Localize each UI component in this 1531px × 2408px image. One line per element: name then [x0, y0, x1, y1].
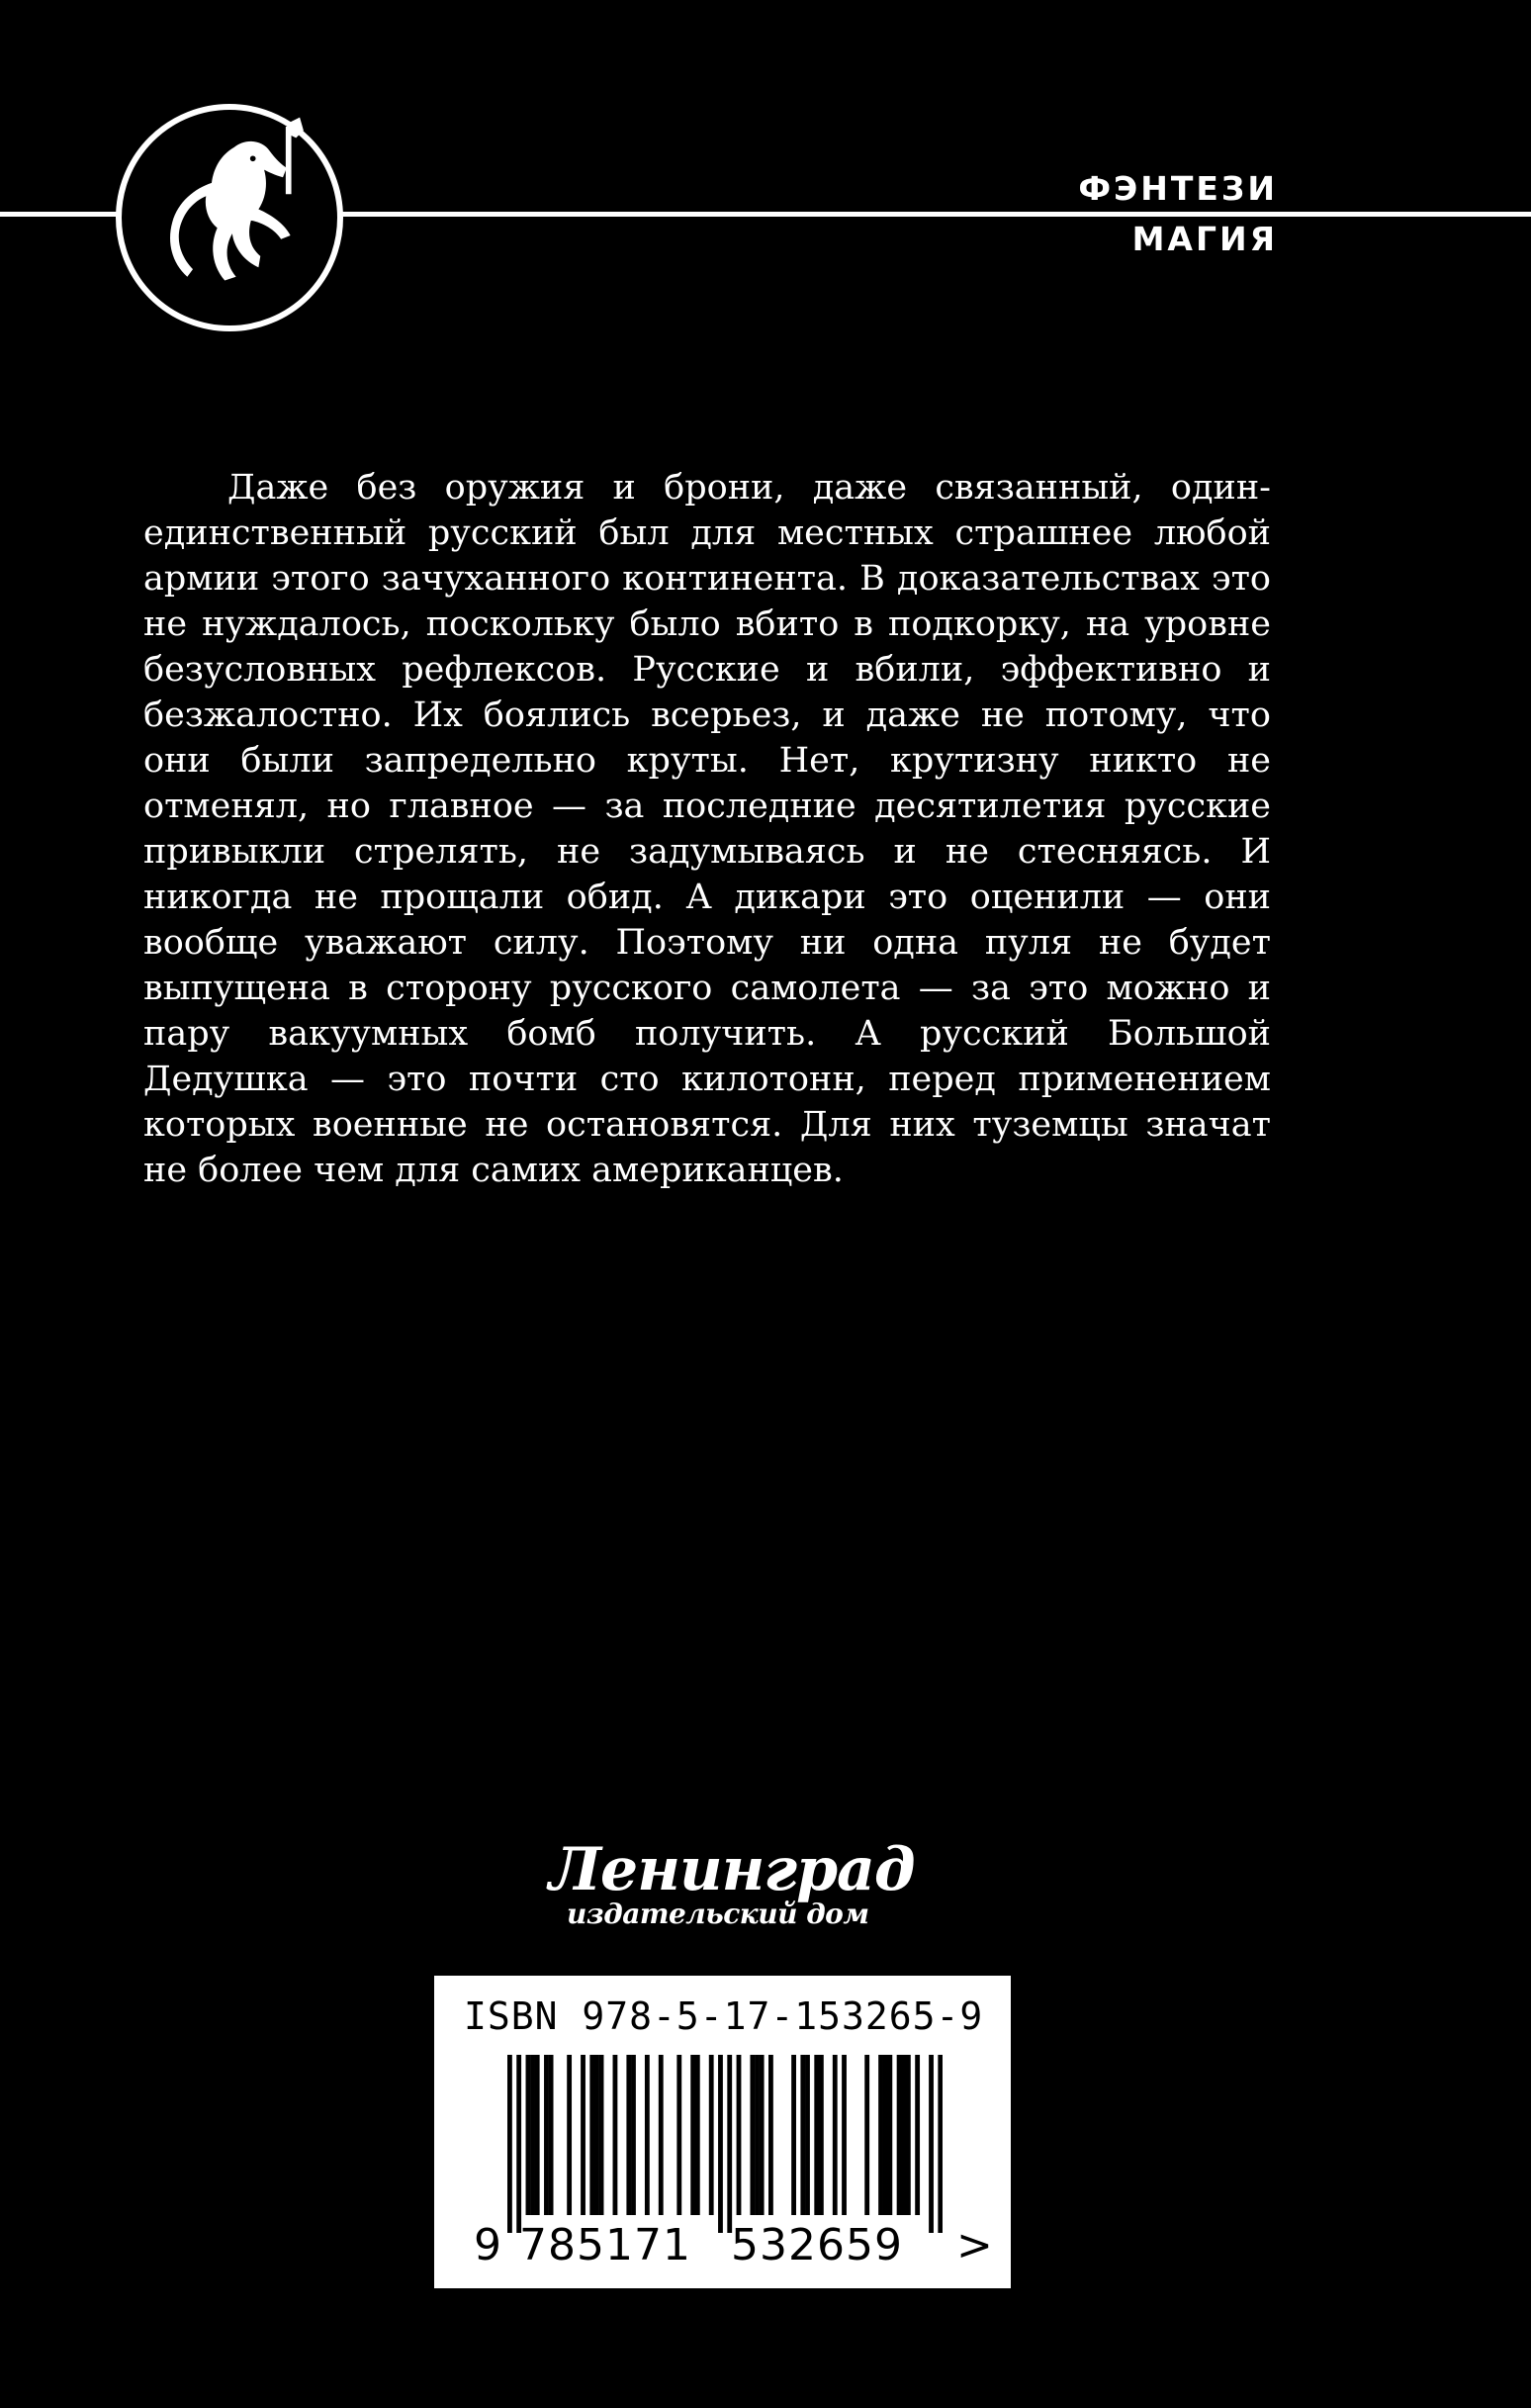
barcode-bar	[567, 2055, 572, 2215]
barcode-bar	[750, 2055, 755, 2215]
barcode-bar	[901, 2055, 906, 2215]
barcode-guard-bar	[938, 2055, 943, 2233]
barcode-digit-first: 9	[474, 2220, 501, 2270]
barcode-bar	[864, 2055, 869, 2215]
annotation-text	[143, 465, 1271, 1193]
barcode-bar	[906, 2055, 911, 2215]
barcode-bar	[737, 2055, 742, 2215]
barcode-guard-bar	[727, 2055, 732, 2233]
barcode-bars	[507, 2055, 943, 2233]
barcode-bar	[791, 2055, 796, 2215]
barcode-bar	[535, 2055, 540, 2215]
publisher-subtitle: издательский дом	[567, 1898, 869, 1930]
barcode-bar	[709, 2055, 714, 2215]
barcode-bar	[805, 2055, 810, 2215]
barcode-digits-right: 532659	[731, 2220, 903, 2270]
barcode-digits	[434, 2221, 1011, 2270]
barcode-bar	[887, 2055, 892, 2215]
barcode-guard-bar	[929, 2055, 934, 2233]
barcode-bar	[833, 2055, 838, 2215]
barcode-bar	[645, 2055, 650, 2215]
barcode-bar	[755, 2055, 760, 2215]
barcode-bar	[760, 2055, 765, 2215]
barcode-bar	[549, 2055, 554, 2215]
barcode-guard-bar	[507, 2055, 512, 2233]
publisher-name: Ленинград	[549, 1835, 915, 1904]
genre-label-fantasy: ФЭНТЕЗИ	[1078, 169, 1278, 208]
barcode-bar	[659, 2055, 664, 2215]
barcode-bar	[626, 2055, 631, 2215]
barcode-bar	[676, 2055, 681, 2215]
barcode-bar	[883, 2055, 888, 2215]
genre-label-magic: МАГИЯ	[1131, 220, 1278, 258]
barcode-bar	[819, 2055, 824, 2215]
barcode-guard-bar	[718, 2055, 723, 2233]
barcode-bar	[613, 2055, 618, 2215]
barcode-bar	[897, 2055, 902, 2215]
isbn-label: ISBN 978-5-17-153265-9	[464, 1994, 984, 2038]
barcode-bar	[814, 2055, 819, 2215]
barcode-bar	[526, 2055, 531, 2215]
barcode-bar	[589, 2055, 594, 2215]
barcode-bar	[800, 2055, 805, 2215]
barcode-quiet-zone-mark: >	[956, 2220, 993, 2270]
barcode-bar	[544, 2055, 549, 2215]
barcode-bar	[768, 2055, 773, 2215]
barcode-digits-left: 785171	[519, 2220, 691, 2270]
barcode-bar	[842, 2055, 847, 2215]
barcode-guard-bar	[516, 2055, 521, 2233]
barcode-bar	[878, 2055, 883, 2215]
barcode-bar	[915, 2055, 920, 2215]
annotation-paragraph: Даже без оружия и брони, даже связанный, один-единственный русский был для местных страшнее любой армии этого зачуханного континента. В доказательствах это не нуждалось, поскольку было вбито в подкорку, на уровне безусловных рефлексов. Русские и вбили, эффективно и безжалостно. Их боялись всерьез, и даже не потому, что они были запредельно круты. Нет, крутизну никто не отменял, но главное — за последние десятилетия русские привыкли стрелять, не задумываясь и не стесняясь. И никогда не прощали обид. А дикари это оценили — они вообще уважают силу. Поэтому ни одна пуля не будет выпущена в сторону русского самолета — за это можно и пару вакуумных бомб получить. А русский Большой Дедушка — это почти сто килотонн, перед применением которых военные не остановятся. Для них туземцы значат не более чем для самих американцев.	[143, 468, 1271, 1190]
barcode-bar	[599, 2055, 604, 2215]
barcode-bar	[631, 2055, 636, 2215]
lion-with-axe-icon	[116, 104, 343, 331]
barcode-bar	[530, 2055, 535, 2215]
barcode-bar	[690, 2055, 695, 2215]
isbn-barcode	[434, 1976, 1011, 2288]
barcode-bar	[695, 2055, 700, 2215]
barcode-bar	[594, 2055, 599, 2215]
barcode-bar	[581, 2055, 585, 2215]
publisher-logo	[549, 1835, 915, 1930]
